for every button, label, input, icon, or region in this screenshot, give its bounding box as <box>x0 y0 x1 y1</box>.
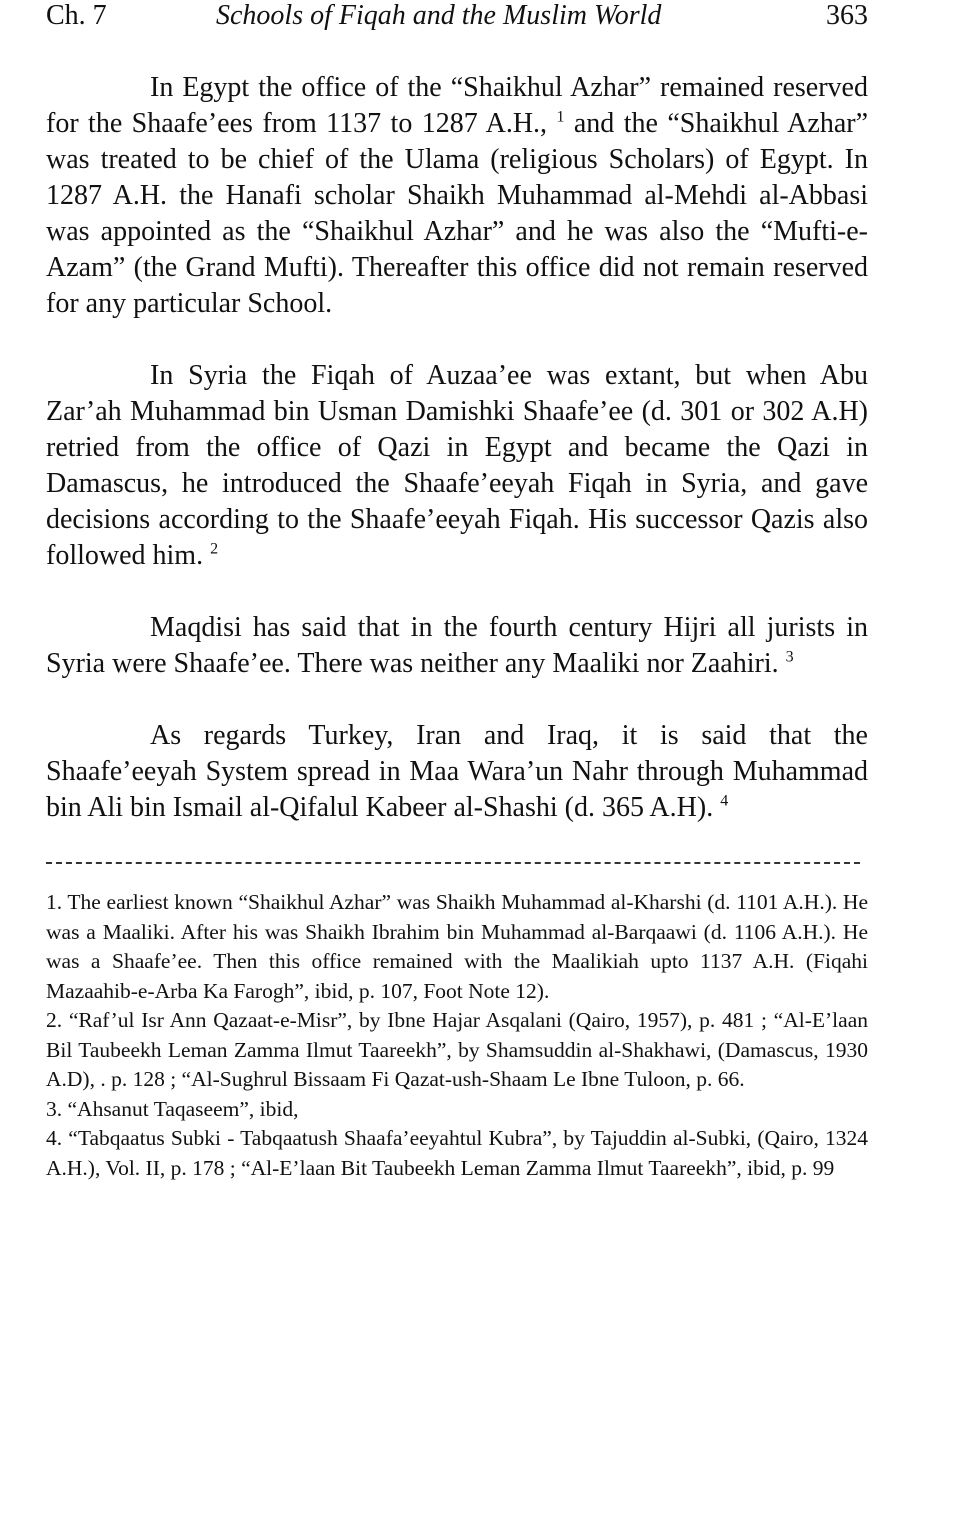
paragraph-text: and the “Shaikhul Azhar” was treated to be chief of the Ulama (religious Scholars) of Egypt. In 1287 A.H. the Hanafi scholar Shaikh Muhammad al-Mehdi al-Abbasi was appointed as the “Shaikhul Azhar” and he was also the “Mufti-e-Azam” (the Grand Mufti). Thereafter this office did not remain reserved for any particular School. <box>46 108 868 319</box>
page-number: 363 <box>826 0 868 31</box>
footnote-marker: 1 <box>556 108 565 126</box>
book-page <box>46 0 868 1183</box>
paragraph-syria <box>46 358 868 574</box>
footnotes <box>46 888 868 1183</box>
footnote-4: 4. “Tabqaatus Subki - Tabqaatush Shaafa’eeyahtul Kubra”, by Tajuddin al-Subki, (Qairo, 1324 A.H.), Vol. II, p. 178 ; “Al-E’laan Bit Taubeekh Leman Zamma Ilmut Taareekh”, ibid, p. 99 <box>46 1126 868 1180</box>
footnote-separator <box>46 862 860 864</box>
running-title: Schools of Fiqah and the Muslim World <box>216 0 662 31</box>
paragraph-text: In Egypt the office of the “Shaikhul Azhar” remained reserved for the Shaafe’ees from 1137 to 1287 A.H., <box>46 72 868 139</box>
paragraph-maqdisi <box>46 610 868 682</box>
paragraph-text: As regards Turkey, Iran and Iraq, it is said that the Shaafe’eeyah System spread in Maa Wara’un Nahr through Muhammad bin Ali bin Ismail al-Qifalul Kabeer al-Shashi (d. 365 A.H). <box>46 720 868 823</box>
footnote-1: 1. The earliest known “Shaikhul Azhar” was Shaikh Muhammad al-Kharshi (d. 1101 A.H.). He was a Maaliki. After his was Shaikh Ibrahim bin Muhammad al-Barqaawi (d. 1106 A.H.). He was a Shaafe’ee. Then this office remained with the Maalikiah upto 1137 A.H. (Fiqahi Mazaahib-e-Arba Ka Farogh”, ibid, p. 107, Foot Note 12). <box>46 890 868 1003</box>
paragraph-text: In Syria the Fiqah of Auzaa’ee was extant, but when Abu Zar’ah Muhammad bin Usman Damishki Shaafe’ee (d. 301 or 302 A.H) retried from the office of Qazi in Egypt and became the Qazi in Damascus, he introduced the Shaafe’eeyah Fiqah in Syria, and gave decisions according to the Shaafe’eeyah Fiqah. His successor Qazis also followed him. <box>46 360 868 571</box>
footnote-marker: 2 <box>210 540 219 558</box>
paragraph-turkey-iran-iraq <box>46 718 868 826</box>
footnote-marker: 4 <box>720 792 729 810</box>
footnote-3: 3. “Ahsanut Taqaseem”, ibid, <box>46 1096 299 1121</box>
footnote-2: 2. “Raf’ul Isr Ann Qazaat-e-Misr”, by Ibne Hajar Asqalani (Qairo, 1957), p. 481 ; “Al-E’laan Bil Taubeekh Leman Zamma Ilmut Taareekh”, by Shamsuddin al-Shakhawi, (Damascus, 1930 A.D), . p. 128 ; “Al-Sughrul Bissaam Fi Qazat-ush-Shaam Le Ibne Tuloon, p. 66. <box>46 1008 868 1091</box>
body-text <box>46 70 868 826</box>
paragraph-egypt <box>46 70 868 322</box>
running-header <box>46 0 868 40</box>
footnote-marker: 3 <box>785 648 794 666</box>
paragraph-text: Maqdisi has said that in the fourth century Hijri all jurists in Syria were Shaafe’ee. There was neither any Maaliki nor Zaahiri. <box>46 612 868 679</box>
chapter-label: Ch. 7 <box>46 0 107 31</box>
